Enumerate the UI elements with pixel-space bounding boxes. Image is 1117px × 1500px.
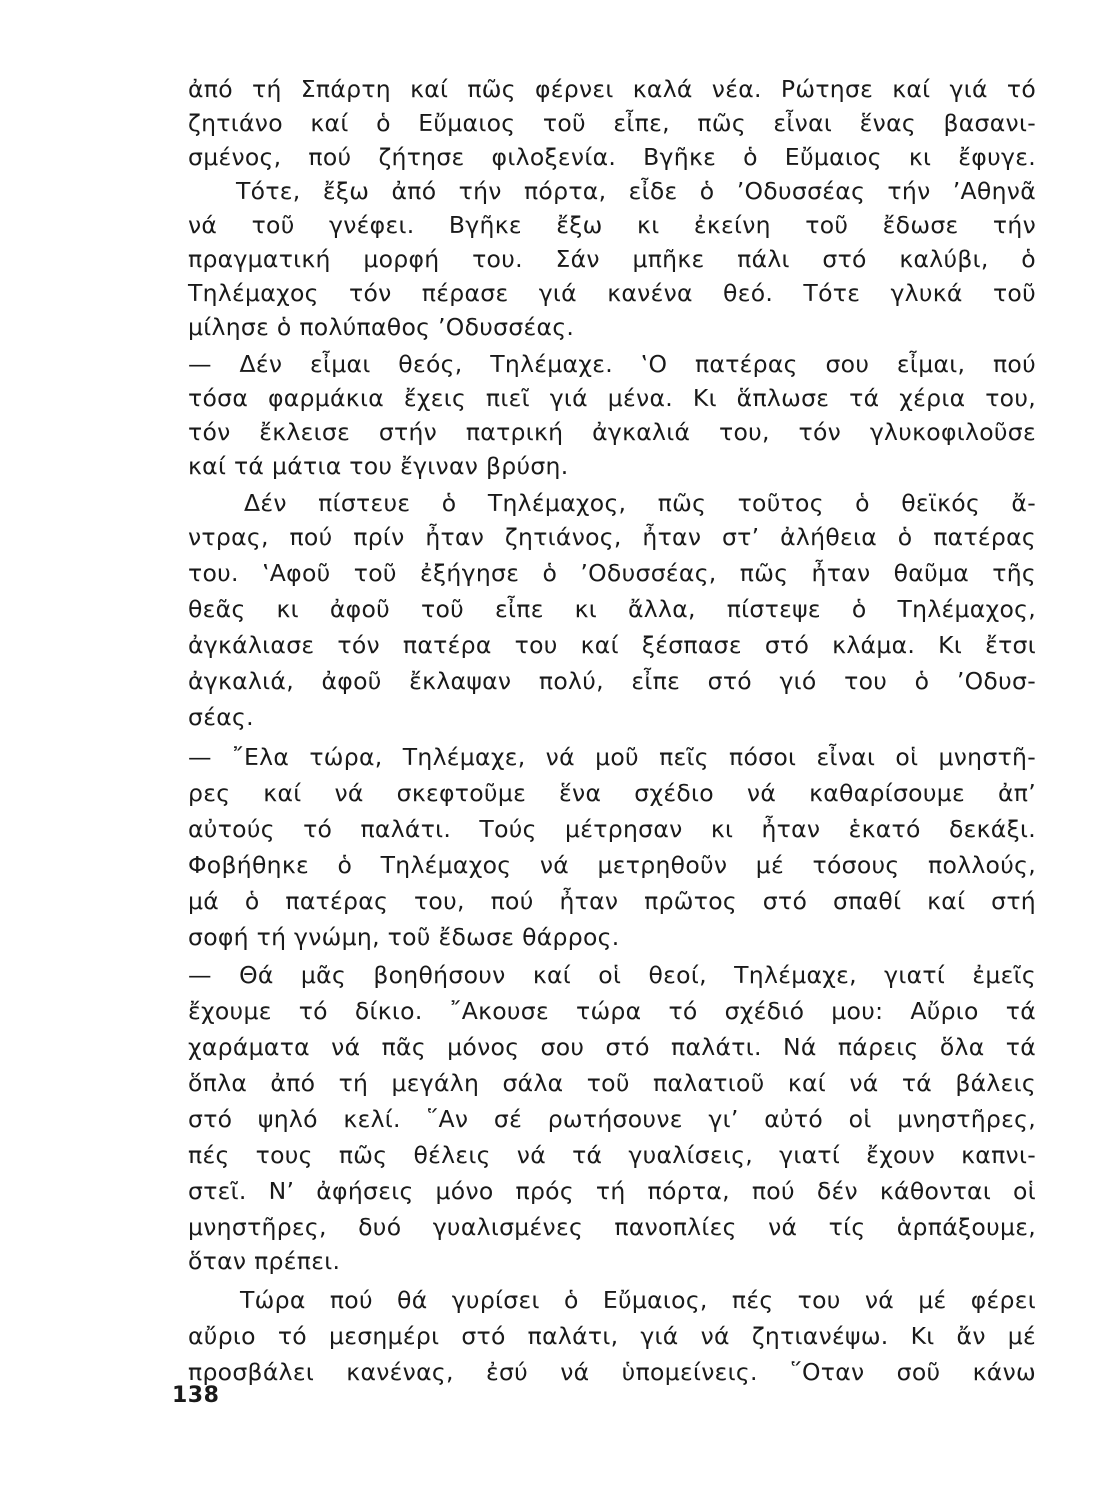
text-line: αὐτούς τό παλάτι. Τούς μέτρησαν κι ἦταν ἑκατό δεκάξι.: [188, 815, 1036, 843]
text-line: μνηστῆρες, δυό γυαλισμένες πανοπλίες νά τίς ἁρπάξουμε,: [188, 1213, 1036, 1241]
text-line: ὅπλα ἀπό τή μεγάλη σάλα τοῦ παλατιοῦ καί νά τά βάλεις: [188, 1069, 1036, 1097]
text-line: ντρας, πού πρίν ἦταν ζητιάνος, ἦταν στ’ ἀλήθεια ὁ πατέρας: [188, 523, 1036, 551]
text-line: ἀγκαλιά, ἀφοῦ ἔκλαψαν πολύ, εἶπε στό γιό του ὁ ’Οδυσ-: [188, 667, 1036, 695]
text-line: — Δέν εἶμαι θεός, Τηλέμαχε. ‛Ο πατέρας σου εἶμαι, πού: [188, 350, 1036, 378]
text-line: Τώρα πού θά γυρίσει ὁ Εὔμαιος, πές του νά μέ φέρει: [240, 1286, 1036, 1314]
text-line: Δέν πίστευε ὁ Τηλέμαχος, πῶς τοῦτος ὁ θεϊκός ἄ-: [244, 489, 1036, 517]
text-line: θεᾶς κι ἀφοῦ τοῦ εἶπε κι ἄλλα, πίστεψε ὁ Τηλέμαχος,: [188, 595, 1036, 623]
text-line: προσβάλει κανένας, ἐσύ νά ὑπομείνεις. ῞Οταν σοῦ κάνω: [188, 1358, 1036, 1386]
text-line: ἀπό τή Σπάρτη καί πῶς φέρνει καλά νέα. Ρώτησε καί γιά τό: [188, 75, 1036, 103]
text-line: Τηλέμαχος τόν πέρασε γιά κανένα θεό. Τότε γλυκά τοῦ: [188, 279, 1036, 307]
text-line: — ῎Ελα τώρα, Τηλέμαχε, νά μοῦ πεῖς πόσοι εἶναι οἱ μνηστῆ-: [188, 743, 1036, 771]
text-line: τόν ἔκλεισε στήν πατρική ἀγκαλιά του, τόν γλυκοφιλοῦσε: [188, 418, 1036, 446]
page-number: 138: [172, 1383, 220, 1408]
text-line: — Θά μᾶς βοηθήσουν καί οἱ θεοί, Τηλέμαχε, γιατί ἐμεῖς: [188, 961, 1036, 989]
text-line: καί τά μάτια του ἔγιναν βρύση.: [188, 452, 569, 480]
text-line: νά τοῦ γνέφει. Βγῆκε ἔξω κι ἐκείνη τοῦ ἔδωσε τήν: [188, 211, 1036, 239]
text-line: τόσα φαρμάκια ἔχεις πιεῖ γιά μένα. Κι ἅπλωσε τά χέρια του,: [188, 384, 1036, 412]
text-line: πραγματική μορφή του. Σάν μπῆκε πάλι στό καλύβι, ὁ: [188, 245, 1036, 273]
text-line: αὔριο τό μεσημέρι στό παλάτι, γιά νά ζητιανέψω. Κι ἄν μέ: [188, 1322, 1036, 1350]
text-line: Τότε, ἔξω ἀπό τήν πόρτα, εἶδε ὁ ’Οδυσσέας τήν ’Αθηνᾶ: [236, 177, 1036, 205]
text-line: μίλησε ὁ πολύπαθος ’Οδυσσέας.: [188, 313, 575, 341]
text-line: στό ψηλό κελί. ῞Αν σέ ρωτήσουνε γι’ αὐτό οἱ μνηστῆρες,: [188, 1105, 1036, 1133]
text-line: σέας.: [188, 703, 254, 731]
text-line: χαράματα νά πᾶς μόνος σου στό παλάτι. Νά πάρεις ὅλα τά: [188, 1033, 1036, 1061]
text-line: Φοβήθηκε ὁ Τηλέμαχος νά μετρηθοῦν μέ τόσους πολλούς,: [188, 851, 1036, 879]
text-line: μά ὁ πατέρας του, πού ἦταν πρῶτος στό σπαθί καί στή: [188, 887, 1036, 915]
text-line: πές τους πῶς θέλεις νά τά γυαλίσεις, γιατί ἔχουν καπνι-: [188, 1141, 1036, 1169]
text-line: του. ‛Αφοῦ τοῦ ἐξήγησε ὁ ’Οδυσσέας, πῶς ἦταν θαῦμα τῆς: [188, 559, 1036, 587]
text-line: ἔχουμε τό δίκιο. ῎Ακουσε τώρα τό σχέδιό μου: Αὔριο τά: [188, 997, 1036, 1025]
text-line: ζητιάνο καί ὁ Εὔμαιος τοῦ εἶπε, πῶς εἶναι ἕνας βασανι-: [188, 109, 1036, 137]
text-line: ρες καί νά σκεφτοῦμε ἕνα σχέδιο νά καθαρίσουμε ἀπ’: [188, 779, 1036, 807]
text-line: ἀγκάλιασε τόν πατέρα του καί ξέσπασε στό κλάμα. Κι ἔτσι: [188, 631, 1036, 659]
text-line: σμένος, πού ζήτησε φιλοξενία. Βγῆκε ὁ Εὔμαιος κι ἔφυγε.: [188, 143, 1036, 171]
text-line: ὅταν πρέπει.: [188, 1247, 341, 1275]
text-line: στεῖ. Ν’ ἀφήσεις μόνο πρός τή πόρτα, πού δέν κάθονται οἱ: [188, 1177, 1036, 1205]
text-line: σοφή τή γνώμη, τοῦ ἔδωσε θάρρος.: [188, 923, 620, 951]
